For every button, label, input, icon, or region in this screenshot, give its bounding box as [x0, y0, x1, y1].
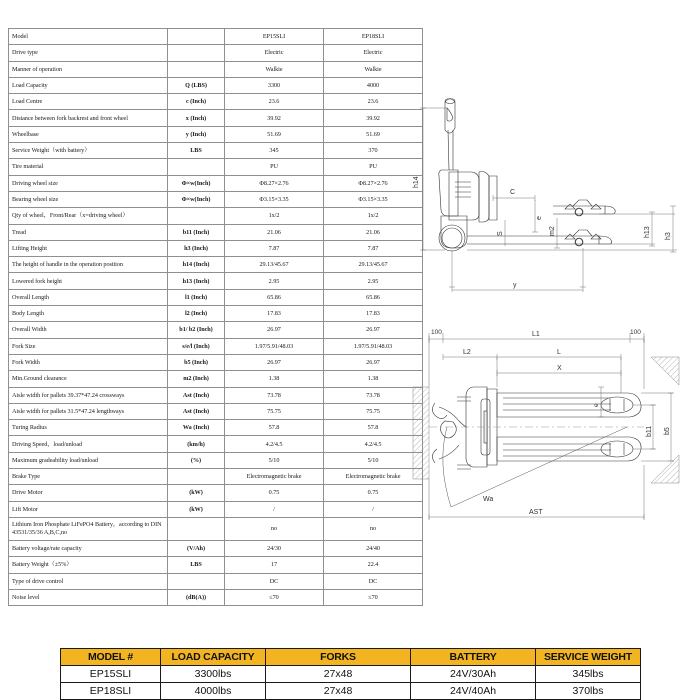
spec-value-ep18sli: 1.97/5.91/48.03: [324, 338, 423, 354]
spec-label: Min.Ground clearance: [9, 371, 168, 387]
dim-label-h13: h13: [644, 226, 651, 238]
spec-value-ep15sli: PU: [225, 159, 324, 175]
spec-value-ep15sli: 1.97/5.91/48.03: [225, 338, 324, 354]
spec-value-ep15sli: ≤70: [225, 589, 324, 605]
dim-label-l2: L2: [463, 349, 471, 356]
spec-unit: l1 (Inch): [168, 289, 225, 305]
spec-label: Lithium Iron Phosphate LiFePO4 Battery，according to DIN 43531/35/36 A,B,C,no: [9, 517, 168, 540]
spec-unit: [168, 61, 225, 77]
spec-value-ep18sli: 4.2/4.5: [324, 436, 423, 452]
wall-hatch-left: [413, 387, 429, 479]
table-row: [9, 273, 423, 289]
spec-unit: Φ×w(Inch): [168, 175, 225, 191]
table-row: [9, 371, 423, 387]
technical-drawings-panel: [405, 90, 700, 530]
spec-value-ep15sli: no: [225, 517, 324, 540]
spec-value-ep15sli: Electric: [225, 45, 324, 61]
spec-label: Qty of wheel，Front/Rear（x=driving wheel）: [9, 208, 168, 224]
spec-label: Overall Width: [9, 322, 168, 338]
spec-value-ep15sli: 4.2/4.5: [225, 436, 324, 452]
table-row: [9, 191, 423, 207]
spec-unit: [168, 573, 225, 589]
spec-value-ep18sli: 39.92: [324, 110, 423, 126]
table-row: [9, 77, 423, 93]
spec-value-ep15sli: Electromagnetic brake: [225, 469, 324, 485]
summary-cell-model: EP18SLI: [61, 683, 161, 700]
spec-value-ep18sli: 75.75: [324, 403, 423, 419]
spec-value-ep18sli: 1.38: [324, 371, 423, 387]
spec-unit: LBS: [168, 557, 225, 573]
spec-label: Bearing wheel size: [9, 191, 168, 207]
spec-unit: Wa (Inch): [168, 420, 225, 436]
spec-label: Overall Length: [9, 289, 168, 305]
spec-value-ep15sli: 1.38: [225, 371, 324, 387]
spec-unit: Ast (Inch): [168, 403, 225, 419]
spec-unit: b11 (Inch): [168, 224, 225, 240]
spec-value-ep18sli: 57.8: [324, 420, 423, 436]
spec-unit: LBS: [168, 143, 225, 159]
dim-label-ast: AST: [529, 509, 543, 516]
dim-label-x: X: [557, 365, 562, 372]
table-row: [9, 94, 423, 110]
spec-label: Aisle width for pallets 31.5*47.24 lengthways: [9, 403, 168, 419]
spec-unit: Φ×w(Inch): [168, 191, 225, 207]
dim-label-y: y: [513, 282, 517, 289]
side-elevation-drawing: [405, 90, 700, 325]
summary-header-load-capacity: LOAD CAPACITY: [161, 649, 266, 666]
dim-label-h3: h3: [665, 232, 672, 240]
table-row: [9, 257, 423, 273]
table-row: [9, 306, 423, 322]
dim-label-e-plan: e: [593, 403, 600, 407]
table-row: [9, 354, 423, 370]
summary-header-model: MODEL #: [61, 649, 161, 666]
spec-value-ep15sli: 3300: [225, 77, 324, 93]
spec-label: Lowered fork height: [9, 273, 168, 289]
spec-value-ep15sli: 51.69: [225, 126, 324, 142]
spec-value-ep18sli: 17.83: [324, 306, 423, 322]
spec-value-ep18sli: Electric: [324, 45, 423, 61]
table-row: [9, 469, 423, 485]
summary-header-forks: FORKS: [266, 649, 411, 666]
dim-label-b5: b5: [664, 427, 671, 435]
table-row: [9, 403, 423, 419]
spec-value-ep18sli: 5/10: [324, 452, 423, 468]
summary-cell-load: 4000lbs: [161, 683, 266, 700]
dim-label-wa: Wa: [483, 496, 494, 503]
spec-label: Manner of operation: [9, 61, 168, 77]
spec-label: Battery voltage/rate capacity: [9, 540, 168, 556]
spec-value-ep18sli: 26.97: [324, 354, 423, 370]
spec-value-ep18sli: Walkie: [324, 61, 423, 77]
spec-unit: x (Inch): [168, 110, 225, 126]
spec-label: Noise level: [9, 589, 168, 605]
spec-value-ep15sli: Φ3.15×3.35: [225, 191, 324, 207]
spec-unit: b5 (Inch): [168, 354, 225, 370]
spec-unit: m2 (Inch): [168, 371, 225, 387]
spec-value-ep15sli: 65.86: [225, 289, 324, 305]
spec-value-ep18sli: 23.6: [324, 94, 423, 110]
table-row: [9, 387, 423, 403]
spec-label: Battery Weight（±5%）: [9, 557, 168, 573]
spec-label: Tread: [9, 224, 168, 240]
table-row: [9, 485, 423, 501]
spec-label: Distance between fork backrest and front wheel: [9, 110, 168, 126]
summary-cell-forks: 27x48: [266, 683, 411, 700]
spec-unit: h13 (Inch): [168, 273, 225, 289]
spec-unit: l2 (Inch): [168, 306, 225, 322]
summary-cell-service-weight: 370lbs: [536, 683, 641, 700]
spec-label: Drive type: [9, 45, 168, 61]
summary-header-service-weight: SERVICE WEIGHT: [536, 649, 641, 666]
table-row: [9, 452, 423, 468]
table-row: [9, 573, 423, 589]
spec-value-ep18sli: 7.87: [324, 240, 423, 256]
dim-label-l1: L1: [532, 331, 540, 338]
specification-table-container: [8, 28, 405, 606]
spec-label: Drive Motor: [9, 485, 168, 501]
spec-value-ep15sli: DC: [225, 573, 324, 589]
spec-label: Type of drive control: [9, 573, 168, 589]
table-row: [9, 45, 423, 61]
spec-value-ep15sli: 21.06: [225, 224, 324, 240]
spec-value-ep15sli: 0.75: [225, 485, 324, 501]
spec-value-ep15sli: 17: [225, 557, 324, 573]
spec-unit: (%): [168, 452, 225, 468]
spec-value-ep15sli: 2.95: [225, 273, 324, 289]
wall-hatch-top-right: [651, 357, 679, 385]
summary-header-row: [61, 649, 641, 666]
spec-label: Fork Width: [9, 354, 168, 370]
table-row: [9, 175, 423, 191]
spec-value-ep15sli: 1x/2: [225, 208, 324, 224]
spec-label: Driving Speed，load/unload: [9, 436, 168, 452]
spec-value-ep18sli: 21.06: [324, 224, 423, 240]
spec-value-ep15sli: Φ8.27×2.76: [225, 175, 324, 191]
summary-table-container: [60, 648, 640, 700]
spec-value-ep18sli: Φ8.27×2.76: [324, 175, 423, 191]
spec-value-ep18sli: PU: [324, 159, 423, 175]
dim-label-l: L: [557, 349, 561, 356]
table-row: [61, 666, 641, 683]
model-summary-table: [60, 648, 641, 700]
table-row: [9, 61, 423, 77]
spec-value-ep18sli: no: [324, 517, 423, 540]
dim-label-e: e: [536, 216, 543, 220]
table-row: [9, 420, 423, 436]
plan-view-drawing: [405, 325, 700, 530]
specification-table: [8, 28, 423, 606]
spec-value-ep15sli: 5/10: [225, 452, 324, 468]
dim-label-h14: h14: [413, 176, 420, 188]
table-row: [9, 557, 423, 573]
spec-value-ep15sli: EP15SLI: [225, 29, 324, 45]
spec-value-ep18sli: Φ3.15×3.35: [324, 191, 423, 207]
spec-unit: Q (LBS): [168, 77, 225, 93]
summary-table-head: [61, 649, 641, 666]
spec-label: Fork Size: [9, 338, 168, 354]
summary-header-battery: BATTERY: [411, 649, 536, 666]
tiller-head-icon: [445, 99, 455, 133]
table-row: [9, 501, 423, 517]
spec-value-ep15sli: 26.97: [225, 322, 324, 338]
table-row: [9, 143, 423, 159]
spec-label: Service Weight（with battery）: [9, 143, 168, 159]
spec-unit: h3 (Inch): [168, 240, 225, 256]
dim-label-m2: m2: [549, 226, 556, 236]
spec-unit: Ast (Inch): [168, 387, 225, 403]
spec-value-ep18sli: Electromagnetic brake: [324, 469, 423, 485]
spec-value-ep18sli: ≤70: [324, 589, 423, 605]
spec-label: Body Length: [9, 306, 168, 322]
spec-unit: h14 (Inch): [168, 257, 225, 273]
spec-value-ep18sli: 73.78: [324, 387, 423, 403]
specification-table-body: [9, 29, 423, 606]
table-row: [9, 126, 423, 142]
spec-unit: (km/h): [168, 436, 225, 452]
spec-label: Lift Motor: [9, 501, 168, 517]
spec-value-ep18sli: 0.75: [324, 485, 423, 501]
table-row: [9, 289, 423, 305]
spec-value-ep18sli: EP18SLI: [324, 29, 423, 45]
dim-label-100-right: 100: [630, 329, 641, 336]
summary-cell-load: 3300lbs: [161, 666, 266, 683]
spec-value-ep18sli: 1x/2: [324, 208, 423, 224]
spec-unit: y (Inch): [168, 126, 225, 142]
spec-value-ep15sli: 17.83: [225, 306, 324, 322]
spec-label: Lifting Height: [9, 240, 168, 256]
spec-unit: s/e/l (Inch): [168, 338, 225, 354]
spec-label: Tire material: [9, 159, 168, 175]
spec-value-ep15sli: 7.87: [225, 240, 324, 256]
spec-value-ep15sli: Walkie: [225, 61, 324, 77]
spec-unit: [168, 517, 225, 540]
spec-value-ep18sli: /: [324, 501, 423, 517]
spec-value-ep18sli: 2.95: [324, 273, 423, 289]
dim-label-100-left: 100: [431, 329, 442, 336]
spec-label: The height of handle in the operation position: [9, 257, 168, 273]
spec-value-ep18sli: 22.4: [324, 557, 423, 573]
table-row: [9, 240, 423, 256]
spec-label: Maximum gradeability load/unload: [9, 452, 168, 468]
table-row: [61, 683, 641, 700]
spec-unit: [168, 45, 225, 61]
table-row: [9, 436, 423, 452]
spec-unit: [168, 208, 225, 224]
table-row: [9, 338, 423, 354]
wall-hatch-bottom-right: [651, 455, 679, 483]
spec-value-ep15sli: 345: [225, 143, 324, 159]
table-row: [9, 589, 423, 605]
spec-label: Model: [9, 29, 168, 45]
spec-value-ep18sli: 4000: [324, 77, 423, 93]
spec-label: Aisle width for pallets 39.37*47.24 crossways: [9, 387, 168, 403]
spec-label: Load Capacity: [9, 77, 168, 93]
spec-unit: c (Inch): [168, 94, 225, 110]
spec-label: Wheelbase: [9, 126, 168, 142]
summary-cell-battery: 24V/40Ah: [411, 683, 536, 700]
table-row: [9, 208, 423, 224]
table-row: [9, 29, 423, 45]
spec-unit: (kW): [168, 485, 225, 501]
spec-value-ep18sli: 26.97: [324, 322, 423, 338]
table-row: [9, 517, 423, 540]
spec-value-ep15sli: 57.8: [225, 420, 324, 436]
spec-value-ep15sli: 73.78: [225, 387, 324, 403]
dim-label-c: C: [510, 189, 516, 196]
spec-value-ep18sli: DC: [324, 573, 423, 589]
table-row: [9, 322, 423, 338]
spec-unit: b1/ b2 (Inch): [168, 322, 225, 338]
table-row: [9, 224, 423, 240]
spec-unit: (dB(A)): [168, 589, 225, 605]
spec-value-ep15sli: 29.13/45.67: [225, 257, 324, 273]
summary-cell-battery: 24V/30Ah: [411, 666, 536, 683]
table-row: [9, 540, 423, 556]
spec-value-ep15sli: 26.97: [225, 354, 324, 370]
spec-value-ep18sli: 29.13/45.67: [324, 257, 423, 273]
spec-value-ep18sli: 65.86: [324, 289, 423, 305]
spec-unit: (V/Ah): [168, 540, 225, 556]
spec-label: Brake Type: [9, 469, 168, 485]
spec-label: Driving wheel size: [9, 175, 168, 191]
spec-value-ep15sli: 23.6: [225, 94, 324, 110]
dim-label-b11: b11: [646, 425, 653, 437]
spec-value-ep18sli: 51.69: [324, 126, 423, 142]
spec-value-ep15sli: 39.92: [225, 110, 324, 126]
spec-value-ep15sli: 75.75: [225, 403, 324, 419]
summary-cell-forks: 27x48: [266, 666, 411, 683]
table-row: [9, 110, 423, 126]
summary-table-body: [61, 666, 641, 700]
spec-unit: [168, 159, 225, 175]
spec-value-ep15sli: 24/30: [225, 540, 324, 556]
spec-label: Load Centre: [9, 94, 168, 110]
summary-cell-service-weight: 345lbs: [536, 666, 641, 683]
spec-value-ep15sli: /: [225, 501, 324, 517]
table-row: [9, 159, 423, 175]
summary-cell-model: EP15SLI: [61, 666, 161, 683]
spec-unit: [168, 29, 225, 45]
spec-unit: [168, 469, 225, 485]
spec-value-ep18sli: 370: [324, 143, 423, 159]
spec-value-ep18sli: 24/40: [324, 540, 423, 556]
dim-label-s: S: [497, 231, 504, 236]
spec-label: Turing Radius: [9, 420, 168, 436]
spec-unit: (kW): [168, 501, 225, 517]
